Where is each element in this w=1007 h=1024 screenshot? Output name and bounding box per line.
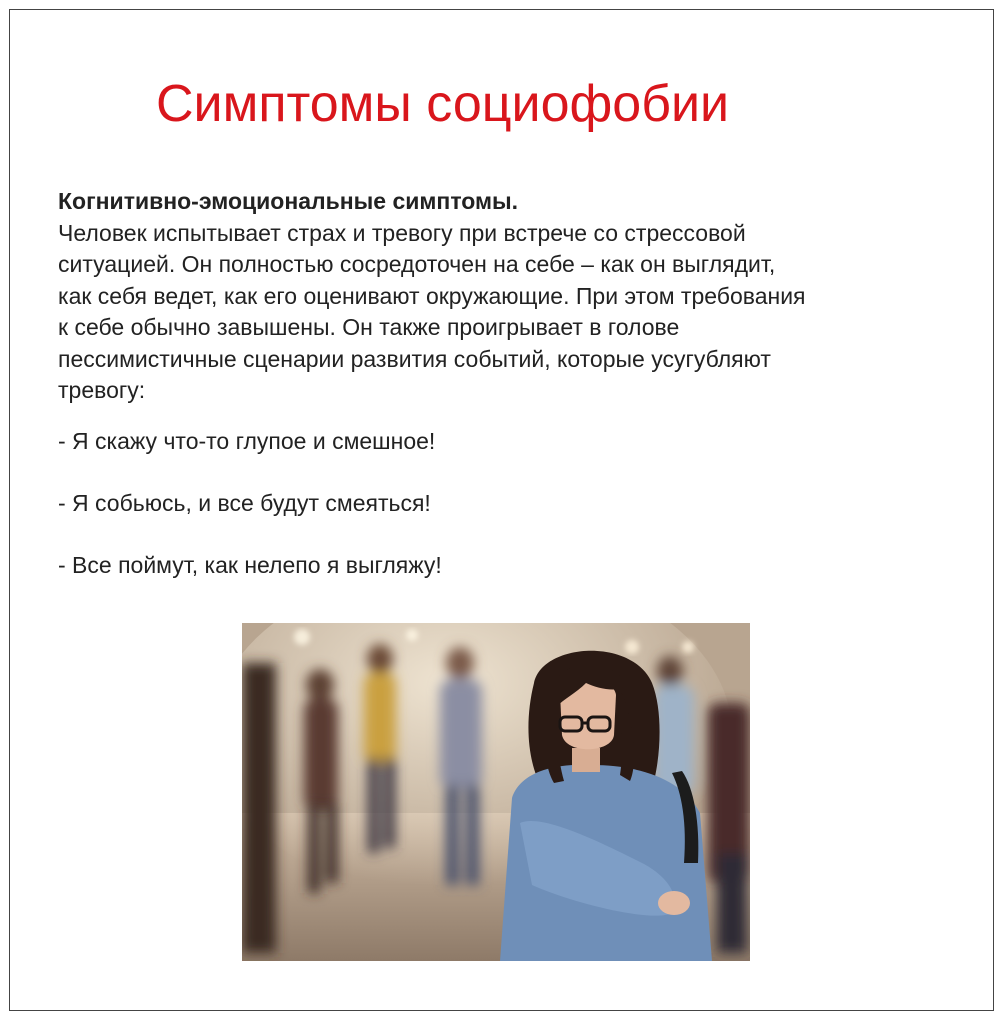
bullet-item-2: - Я собьюсь, и все будут смеяться! (58, 490, 431, 516)
text-line-5: пессимистичные сценарии развития событий, которые усугубляют (58, 345, 771, 372)
text-line-4: к себе обычно завышены. Он также проигрывает в голове (58, 314, 680, 340)
text-block (58, 186, 958, 407)
anxious-girl-photo (242, 623, 750, 961)
page-title: Симптомы социофобии (156, 75, 730, 133)
photo-illustration (242, 623, 750, 961)
bullet-item-3: - Все поймут, как нелепо я выгляжу! (58, 552, 442, 578)
text-line-2: ситуацией. Он полностью сосредоточен на себе – как он выглядит, (58, 251, 776, 277)
bullet-item-1: - Я скажу что-то глупое и смешное! (58, 428, 436, 454)
text-line-6: тревогу: (58, 377, 146, 403)
bullet-list (58, 426, 442, 612)
section-heading: Когнитивно-эмоциональные симптомы. (58, 188, 519, 214)
text-line-3: как себя ведет, как его оценивают окружающие. При этом требования (58, 282, 806, 309)
text-line-1: Человек испытывает страх и тревогу при встрече со стрессовой (58, 219, 746, 246)
